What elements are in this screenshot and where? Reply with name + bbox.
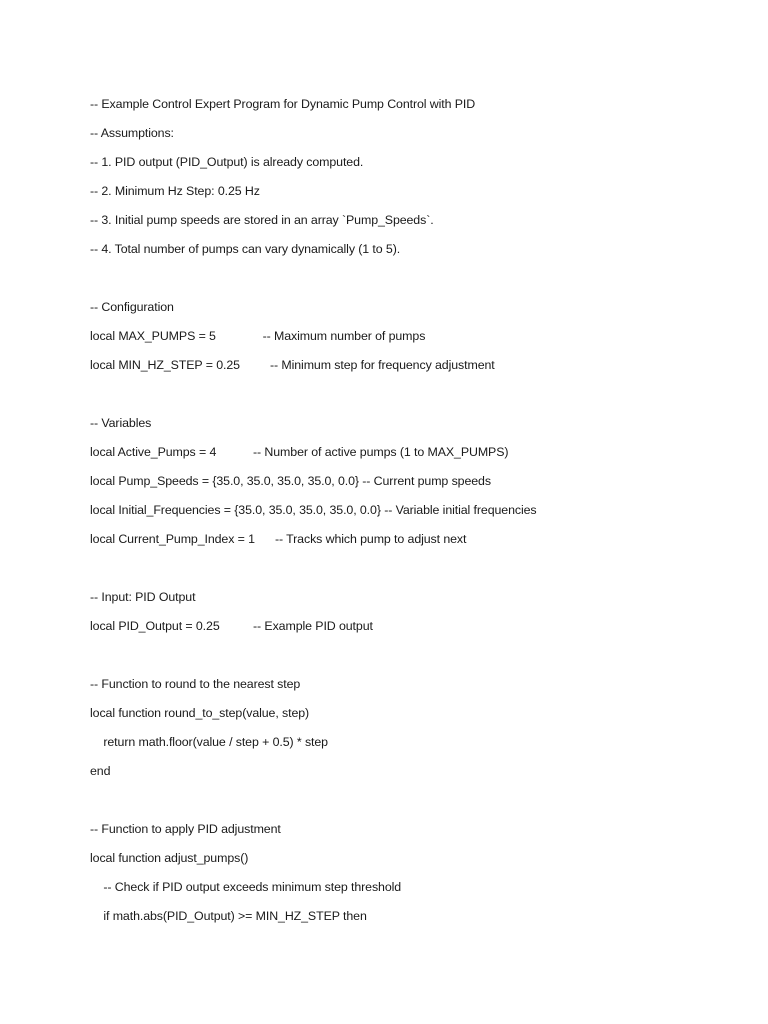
text-line: -- 4. Total number of pumps can vary dynamically (1 to 5).	[90, 242, 401, 256]
blank-line	[90, 380, 730, 409]
blank-line	[90, 264, 730, 293]
text-line: -- Check if PID output exceeds minimum step threshold	[90, 880, 402, 894]
text-line: -- Function to round to the nearest step	[90, 677, 301, 691]
text-line: -- 1. PID output (PID_Output) is already computed.	[90, 155, 364, 169]
blank-line	[90, 554, 730, 583]
text-line: -- Example Control Expert Program for Dynamic Pump Control with PID	[90, 97, 476, 111]
text-line: local Pump_Speeds = {35.0, 35.0, 35.0, 35.0, 0.0} -- Current pump speeds	[90, 474, 491, 488]
document-body	[90, 90, 730, 931]
text-line: end	[90, 764, 111, 778]
text-line: -- Function to apply PID adjustment	[90, 822, 281, 836]
text-line: local MIN_HZ_STEP = 0.25 -- Minimum step for frequency adjustment	[90, 358, 495, 372]
text-line: -- 3. Initial pump speeds are stored in an array `Pump_Speeds`.	[90, 213, 434, 227]
text-line: -- Input: PID Output	[90, 590, 196, 604]
text-line: local function round_to_step(value, step)	[90, 706, 310, 720]
text-line: return math.floor(value / step + 0.5) * step	[90, 735, 328, 749]
text-line: if math.abs(PID_Output) >= MIN_HZ_STEP then	[90, 909, 367, 923]
blank-line	[90, 641, 730, 670]
blank-line	[90, 786, 730, 815]
text-line: -- Variables	[90, 416, 152, 430]
text-line: local Current_Pump_Index = 1 -- Tracks which pump to adjust next	[90, 532, 467, 546]
text-line: -- Configuration	[90, 300, 174, 314]
text-line: local PID_Output = 0.25 -- Example PID output	[90, 619, 373, 633]
text-line: local function adjust_pumps()	[90, 851, 249, 865]
text-line: local MAX_PUMPS = 5 -- Maximum number of pumps	[90, 329, 426, 343]
text-line: local Initial_Frequencies = {35.0, 35.0, 35.0, 35.0, 0.0} -- Variable initial frequencies	[90, 503, 537, 517]
text-line: -- Assumptions:	[90, 126, 174, 140]
text-line: local Active_Pumps = 4 -- Number of active pumps (1 to MAX_PUMPS)	[90, 445, 509, 459]
text-line: -- 2. Minimum Hz Step: 0.25 Hz	[90, 184, 260, 198]
